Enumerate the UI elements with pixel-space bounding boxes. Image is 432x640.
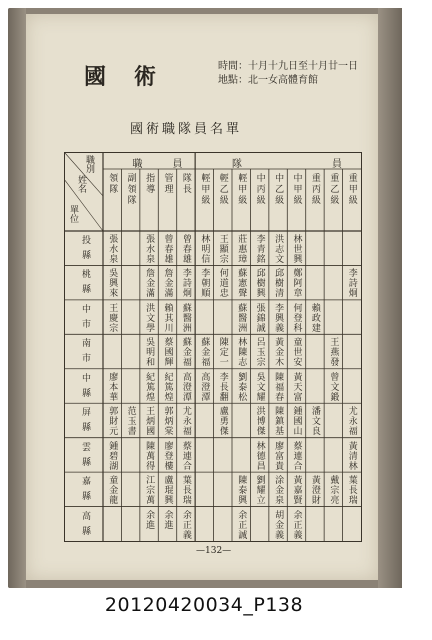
page-edge: [378, 8, 402, 588]
column-header: 輕甲級: [236, 173, 247, 206]
roster-cell: 劉耀立: [254, 475, 265, 506]
roster-cell: 李詩炯: [180, 268, 191, 299]
event-time: 時間：十月十九日至十月廿一日: [218, 61, 358, 72]
roster-cell: 張錦誠: [254, 302, 265, 333]
column-header: 管理: [162, 173, 173, 195]
roster-cell: 高澄潭: [199, 371, 210, 402]
roster-cell: 曾春雄: [162, 234, 173, 264]
roster-cell: 王慶宗: [107, 302, 118, 333]
roster-cell: 江宗萬: [144, 475, 155, 506]
roster-cell: 李朝順: [199, 268, 210, 299]
column-header: 中丙級: [254, 173, 265, 206]
roster-cell: 李詩炯: [346, 268, 357, 299]
roster-cell: 林德昌: [254, 440, 265, 471]
roster-table: [64, 152, 432, 542]
roster-cell: 蘇金福: [180, 337, 191, 368]
roster-cell: 洪志文: [273, 234, 284, 264]
column-header: 重乙級: [328, 173, 339, 206]
roster-cell: 郭炳棠: [162, 406, 173, 437]
roster-cell: 邱樹清: [273, 268, 284, 299]
column-header: 副領隊: [125, 173, 136, 206]
roster-cell: 紀篤煌: [144, 371, 155, 402]
roster-cell: 戴宗亮: [328, 475, 339, 506]
roster-cell: 邱樹興: [254, 268, 265, 299]
roster-cell: 王顯宗: [217, 234, 228, 264]
roster-cell: 張水泉: [107, 234, 118, 264]
roster-cell: 陳福春: [273, 371, 284, 402]
column-header: 輕乙級: [217, 173, 228, 206]
roster-cell: 余正義: [291, 509, 302, 540]
column-header: 隊長: [180, 173, 191, 195]
roster-cell: 王燕發: [328, 337, 339, 368]
row-unit: 雲縣: [80, 441, 90, 472]
roster-cell: 呂玉宗: [254, 337, 265, 368]
column-header: 重丙級: [309, 173, 320, 206]
roster-cell: 紀篤煌: [162, 371, 173, 402]
roster-cell: 余進: [162, 509, 173, 530]
roster-cell: 陳萬得: [144, 440, 155, 471]
corner-label-unit: 單位: [68, 205, 78, 223]
roster-cell: 黃澄財: [309, 475, 320, 506]
book-spine: [8, 8, 26, 588]
row-unit: 桃縣: [80, 269, 90, 300]
roster-cell: 賴政建: [309, 302, 320, 333]
row-unit: 南市: [80, 338, 90, 369]
roster-cell: 鍾國山: [291, 406, 302, 437]
roster-cell: 涂金泉: [273, 475, 284, 506]
image-caption: 20120420034_P138: [104, 594, 304, 616]
roster-cell: 陳鎮基: [273, 406, 284, 437]
roster-cell: 黃金木: [273, 337, 284, 368]
roster-cell: 吳明和: [144, 337, 155, 368]
roster-cell: 蘇醫洲: [236, 302, 247, 333]
roster-cell: 鄭阿章: [291, 268, 302, 299]
roster-cell: 胡金義: [273, 509, 284, 540]
roster-cell: 林世興: [291, 234, 302, 264]
roster-cell: 余正義: [180, 509, 191, 540]
roster-cell: 洪博傑: [254, 406, 265, 437]
roster-cell: 何道忠: [217, 268, 228, 299]
roster-cell: 尤永福: [180, 406, 191, 437]
roster-cell: 余正誠: [236, 509, 247, 540]
roster-cell: 吳文耀: [254, 371, 265, 402]
roster-cell: 蔡連合: [180, 440, 191, 471]
roster-cell: 黃嘉賢: [291, 475, 302, 506]
roster-cell: 黃天富: [291, 371, 302, 402]
roster-cell: 詹金滿: [162, 268, 173, 299]
roster-cell: 王炳國: [144, 406, 155, 437]
roster-cell: 范玉書: [125, 406, 136, 437]
roster-cell: 張水泉: [144, 234, 155, 264]
roster-cell: 李長翻: [217, 371, 228, 402]
roster-cell: 蘇醫洲: [180, 302, 191, 333]
roster-cell: 賴其川: [162, 302, 173, 333]
column-header: 輕甲級: [199, 173, 210, 206]
roster-cell: 蔡國輝: [162, 337, 173, 368]
roster-cell: 葉長瑞: [346, 475, 357, 506]
roster-cell: 林明信: [199, 234, 210, 264]
roster-cell: 詹金滿: [144, 268, 155, 299]
page-number: —132—: [196, 546, 232, 556]
roster-cell: 曾文鍛: [328, 371, 339, 402]
roster-cell: 蔡連合: [291, 440, 302, 471]
table-title: 國術職隊員名單: [130, 122, 243, 137]
roster-cell: 蘇憲聲: [236, 268, 247, 299]
roster-cell: 陳泰興: [236, 475, 247, 506]
corner-label-role: 職別: [84, 155, 94, 173]
event-info: [218, 60, 358, 88]
roster-cell: 蘇金福: [199, 337, 210, 368]
row-unit: 投縣: [80, 235, 90, 265]
page-title: 國術: [84, 64, 185, 90]
column-header: 領隊: [107, 173, 118, 195]
roster-cell: 廖登樓: [162, 440, 173, 471]
roster-cell: 盧勇傑: [217, 406, 228, 437]
column-header: 中甲級: [291, 173, 302, 206]
row-unit: 中縣: [80, 372, 90, 403]
group-staff: 職員: [132, 159, 213, 170]
roster-cell: 童金龍: [107, 475, 118, 506]
roster-cell: 曾春雄: [180, 234, 191, 264]
roster-cell: 劉泰松: [236, 371, 247, 402]
row-unit: 高縣: [80, 510, 90, 541]
roster-cell: 鍾碧湖: [107, 440, 118, 471]
roster-cell: 黃清林: [346, 440, 357, 471]
roster-cell: 莊惠璋: [236, 234, 247, 264]
roster-cell: 郭財元: [107, 406, 118, 437]
group-team: 隊員: [232, 159, 432, 170]
column-header: 指導: [144, 173, 155, 195]
column-header: 中乙級: [273, 173, 284, 206]
column-header: 重甲級: [346, 173, 357, 206]
roster-cell: 高澄潭: [180, 371, 191, 402]
roster-cell: 葉長瑞: [180, 475, 191, 506]
roster-cell: 余進: [144, 509, 155, 530]
roster-cell: 林陳志: [236, 337, 247, 368]
roster-cell: 洪文學: [144, 302, 155, 333]
roster-cell: 李興義: [273, 302, 284, 333]
roster-cell: 何登科: [291, 302, 302, 333]
corner-label-name: 姓名: [76, 175, 86, 193]
roster-cell: 李青銘: [254, 234, 265, 264]
roster-cell: 廖本華: [107, 371, 118, 402]
roster-cell: 陳定一: [217, 337, 228, 368]
event-place: 地點：北一女高體育館: [218, 75, 318, 86]
roster-cell: 尤永福: [346, 406, 357, 437]
row-unit: 嘉縣: [80, 476, 90, 507]
row-unit: 中市: [80, 303, 90, 334]
row-unit: 屏縣: [80, 407, 90, 438]
roster-cell: 童世安: [291, 337, 302, 368]
roster-cell: 盧琨興: [162, 475, 173, 506]
roster-cell: 廖富貴: [273, 440, 284, 471]
roster-cell: 吳興來: [107, 268, 118, 299]
roster-cell: 潘文良: [309, 406, 320, 437]
